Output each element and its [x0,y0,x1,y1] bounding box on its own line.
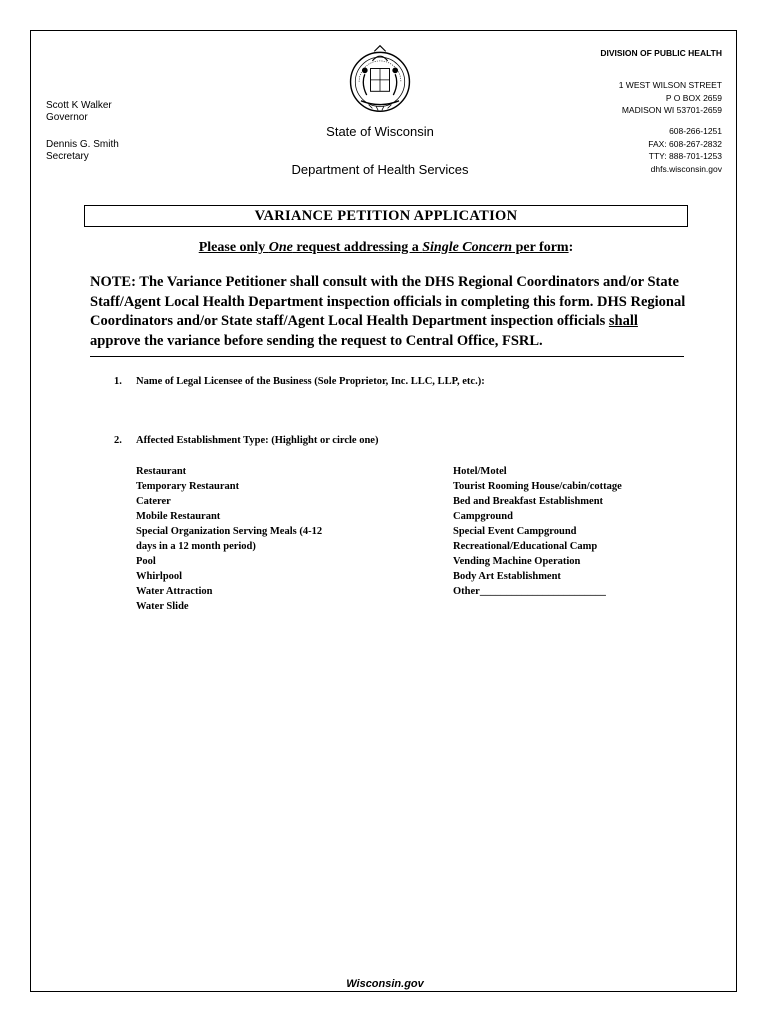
establishment-option[interactable]: Recreational/Educational Camp [453,541,598,552]
address-line: MADISON WI 53701-2659 [621,105,722,115]
establishment-option[interactable]: Hotel/Motel [453,466,507,477]
establishment-option[interactable]: Special Event Campground [453,526,577,537]
establishment-option[interactable]: Bed and Breakfast Establishment [453,496,604,507]
footer-website[interactable]: Wisconsin.gov [346,978,424,990]
governor-name: Scott K Walker [46,100,112,111]
establishment-option-other[interactable]: Other________________________ [453,586,606,597]
request-part: request addressing a [292,240,423,255]
establishment-option[interactable]: Campground [453,511,513,522]
request-emphasis-concern: Single Concern [422,240,513,255]
establishment-option[interactable]: Caterer [136,496,171,507]
request-instruction [84,240,688,256]
secretary-block [46,139,119,163]
request-colon: : [568,240,574,255]
phone-number: 608-266-1251 [669,126,722,136]
note-text: approve the variance before sending the request to Central Office, FSRL. [90,332,543,349]
address-line: 1 WEST WILSON STREET [618,80,722,90]
request-emphasis-one: One [268,240,293,255]
fax-number: FAX: 608-267-2832 [648,138,722,149]
tty-number: TTY: 888-701-1253 [648,151,722,161]
question-number: 1. [114,376,122,387]
question-text: Name of Legal Licensee of the Business (Sole Proprietor, Inc. LLC, LLP, etc.): [136,376,485,387]
website-link[interactable]: dhfs.wisconsin.gov [650,163,722,174]
form-title: VARIANCE PETITION APPLICATION [84,205,688,227]
question-2 [114,435,378,446]
contact-block [648,125,722,175]
address-line: P O BOX 2659 [665,92,722,103]
establishment-option[interactable]: Tourist Rooming House/cabin/cottage [453,481,622,492]
division-name: DIVISION OF PUBLIC HEALTH [600,48,722,58]
note-emphasis: shall [608,313,638,329]
divider-rule [90,356,684,357]
note-text: NOTE: The Variance Petitioner shall consult with the DHS Regional Coordinators and/or State Staff/Agent Local Health Department inspection officials in completing this form. DHS Regional Coordinators and/or State staff/Agent Local Health Department inspection officials [90,274,686,329]
note-paragraph [90,273,690,351]
state-seal-icon [342,40,418,116]
request-part: Please only [198,240,269,255]
department-name: Department of Health Services [291,162,469,177]
establishment-option[interactable]: Water Attraction [136,586,213,597]
question-text: Affected Establishment Type: (Highlight or circle one) [136,435,379,446]
establishment-list-right [453,464,622,599]
establishment-option[interactable]: Pool [136,556,156,567]
establishment-option[interactable]: Temporary Restaurant [136,481,240,492]
establishment-option[interactable]: Whirlpool [136,571,183,582]
secretary-title: Secretary [46,151,89,162]
establishment-option[interactable]: Restaurant [136,466,187,477]
establishment-option[interactable]: Special Organization Serving Meals (4-12 [136,526,323,537]
governor-block [46,100,112,124]
question-1 [114,376,485,387]
secretary-name: Dennis G. Smith [46,139,119,150]
governor-title: Governor [46,112,88,123]
question-number: 2. [114,435,122,446]
establishment-option[interactable]: Body Art Establishment [453,571,561,582]
establishment-option[interactable]: Water Slide [136,601,189,612]
establishment-option[interactable]: Vending Machine Operation [453,556,581,567]
address-block [619,79,722,117]
establishment-option[interactable]: Mobile Restaurant [136,511,221,522]
state-name: State of Wisconsin [326,124,434,139]
request-part: per form [512,240,569,255]
establishment-option[interactable]: days in a 12 month period) [136,541,256,552]
establishment-list-left [136,464,322,614]
